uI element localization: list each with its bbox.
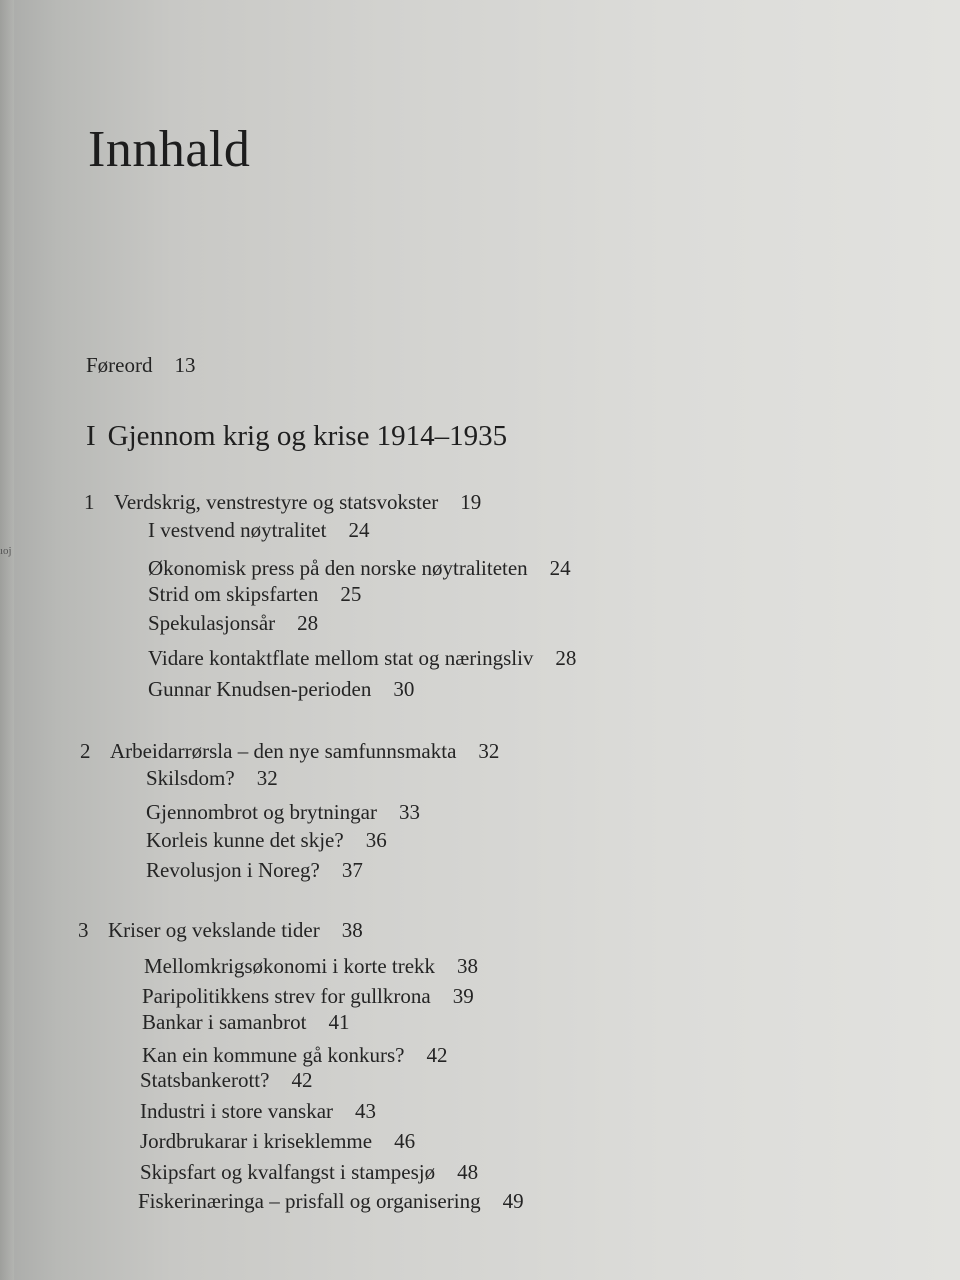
- toc-section: [146, 765, 278, 791]
- toc-section: [146, 857, 363, 883]
- foreword-page: 13: [174, 353, 196, 377]
- toc-section: [146, 799, 420, 825]
- section-label: Kan ein kommune gå konkurs?: [142, 1043, 405, 1067]
- section-page: 46: [394, 1129, 416, 1153]
- toc-chapter: [78, 917, 363, 943]
- toc-section: [144, 953, 478, 979]
- section-page: 28: [297, 611, 319, 635]
- toc-chapter: [80, 738, 499, 764]
- toc-section: [148, 555, 571, 581]
- toc-section: [148, 645, 576, 671]
- section-label: Revolusjon i Noreg?: [146, 858, 320, 882]
- section-page: 36: [365, 828, 387, 852]
- chapter-number: 3: [78, 918, 89, 942]
- section-page: 33: [398, 800, 420, 824]
- section-page: 42: [426, 1043, 448, 1067]
- section-label: Mellomkrigsøkonomi i korte trekk: [144, 954, 436, 978]
- toc-section: [140, 1128, 415, 1154]
- section-label: Fiskerinæringa – prisfall og organisering: [138, 1189, 481, 1213]
- chapter-label: Arbeidarrørsla – den nye samfunnsmakta: [110, 739, 457, 763]
- chapter-page: 38: [341, 918, 363, 942]
- section-label: Økonomisk press på den norske nøytraliteten: [148, 556, 528, 580]
- section-page: 28: [555, 646, 577, 670]
- toc-section: [142, 983, 474, 1009]
- section-label: I vestvend nøytralitet: [148, 518, 327, 542]
- toc-chapter: [84, 489, 481, 515]
- section-page: 41: [328, 1010, 350, 1034]
- section-page: 25: [340, 582, 362, 606]
- margin-mark: ıoj: [0, 545, 12, 557]
- foreword-label: Føreord: [86, 353, 153, 377]
- section-page: 39: [452, 984, 474, 1008]
- section-page: 42: [291, 1068, 313, 1092]
- part-number: I: [86, 420, 96, 452]
- section-label: Korleis kunne det skje?: [146, 828, 344, 852]
- toc-section: [140, 1159, 478, 1185]
- section-page: 24: [549, 556, 571, 580]
- chapter-page: 19: [460, 490, 482, 514]
- toc-foreword: [86, 352, 196, 378]
- section-page: 48: [457, 1160, 479, 1184]
- section-page: 43: [355, 1099, 377, 1123]
- toc-section: [148, 581, 361, 607]
- section-page: 32: [256, 766, 278, 790]
- section-label: Statsbankerott?: [140, 1068, 270, 1092]
- chapter-label: Kriser og vekslande tider: [108, 918, 320, 942]
- toc-part-heading: [86, 419, 507, 453]
- section-label: Industri i store vanskar: [140, 1099, 334, 1123]
- toc-section: [142, 1042, 447, 1068]
- chapter-number: 1: [84, 490, 95, 514]
- section-label: Skipsfart og kvalfangst i stampesjø: [140, 1160, 436, 1184]
- section-label: Paripolitikkens strev for gullkrona: [142, 984, 431, 1008]
- section-label: Skilsdom?: [146, 766, 235, 790]
- chapter-page: 32: [478, 739, 500, 763]
- toc-section: [148, 676, 414, 702]
- chapter-number: 2: [80, 739, 91, 763]
- toc-section: [140, 1067, 312, 1093]
- page-title: Innhald: [88, 121, 251, 178]
- toc-section: [138, 1188, 524, 1214]
- section-label: Strid om skipsfarten: [148, 582, 319, 606]
- section-page: 37: [341, 858, 363, 882]
- chapter-label: Verdskrig, venstrestyre og statsvokster: [114, 490, 439, 514]
- part-label: Gjennom krig og krise 1914–1935: [107, 420, 508, 452]
- section-page: 49: [502, 1189, 524, 1213]
- toc-section: [146, 827, 387, 853]
- section-page: 30: [393, 677, 415, 701]
- toc-section: [140, 1098, 376, 1124]
- section-page: 24: [348, 518, 370, 542]
- section-label: Vidare kontaktflate mellom stat og næringsliv: [148, 646, 534, 670]
- section-label: Gunnar Knudsen-perioden: [148, 677, 372, 701]
- toc-section: [148, 517, 369, 543]
- toc-section: [148, 610, 318, 636]
- section-label: Spekulasjonsår: [148, 611, 276, 635]
- section-page: 38: [457, 954, 479, 978]
- section-label: Gjennombrot og brytningar: [146, 800, 377, 824]
- section-label: Jordbrukarar i kriseklemme: [140, 1129, 373, 1153]
- toc-section: [142, 1009, 349, 1035]
- section-label: Bankar i samanbrot: [142, 1010, 307, 1034]
